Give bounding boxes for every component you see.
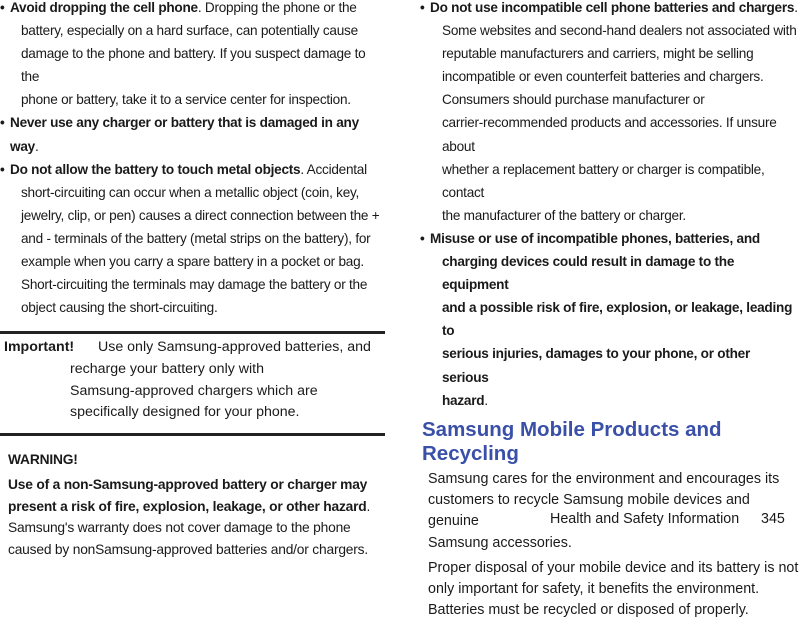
bullet-misuse	[420, 227, 799, 412]
important-line: specifically designed for your phone.	[70, 404, 300, 421]
bullet-line: damage to the phone and battery. If you suspect damage to the	[21, 46, 366, 85]
bullet-text: .	[484, 392, 488, 408]
bullet-title: Never use any charger or battery that is damaged in any way	[10, 115, 359, 154]
warning-text: .	[366, 498, 371, 514]
bullet-title: Misuse or use of incompatible phones, batteries, and	[430, 230, 760, 246]
warning-note	[0, 449, 385, 561]
bullet-text: .	[34, 138, 39, 154]
bullet-text: .	[794, 0, 798, 15]
paragraph-line: Samsung cares for the environment and encourages its	[428, 470, 780, 487]
bullet-title-line: serious injuries, damages to your phone, or other serious	[442, 346, 751, 385]
bullet-dot-icon: •	[420, 0, 425, 15]
bullet-title: Do not use incompatible cell phone batteries and chargers	[430, 0, 795, 15]
bullet-dot-icon: •	[0, 0, 5, 15]
bullet-line: carrier-recommended products and accessories. If unsure about	[442, 115, 777, 154]
bullet-dot-icon: •	[0, 161, 5, 177]
bullet-line: battery, especially on a hard surface, can potentially cause	[21, 23, 358, 39]
important-note	[0, 337, 385, 423]
bullet-line: incompatible or even counterfeit batteries and chargers.	[442, 69, 764, 85]
warning-bold-line: present a risk of fire, explosion, leakage, or other hazard	[8, 498, 367, 514]
bullet-never-use-damaged	[0, 111, 385, 157]
warning-line: caused by nonSamsung-approved batteries and/or chargers.	[8, 542, 369, 558]
section-heading	[420, 418, 799, 466]
paragraph-line: Batteries must be recycled or disposed of properly.	[428, 602, 749, 619]
important-label: Important!	[4, 339, 75, 356]
paragraph-line: customers to recycle Samsung mobile devices and genuine	[428, 491, 750, 530]
important-line: recharge your battery only with	[70, 360, 264, 377]
bullet-line: Consumers should purchase manufacturer or	[442, 92, 705, 108]
bullet-line: reputable manufacturers and carriers, might be selling	[442, 46, 754, 62]
bullet-line: short-circuiting can occur when a metallic object (coin, key,	[21, 184, 360, 200]
bullet-avoid-dropping	[0, 0, 385, 111]
page-number: 345	[761, 511, 785, 527]
heading-line: Recycling	[422, 441, 519, 465]
bullet-incompatible-batteries	[420, 0, 799, 227]
right-column	[420, 0, 799, 622]
paragraph-line: Proper disposal of your mobile device and its battery is not	[428, 559, 799, 576]
paragraph-line: Samsung accessories.	[428, 534, 572, 551]
left-column	[0, 0, 385, 561]
bullet-line: phone or battery, take it to a service center for inspection.	[21, 92, 351, 108]
bullet-line: and - terminals of the battery (metal strips on the battery), for	[21, 230, 371, 246]
bullet-line: Short-circuiting the terminals may damage the battery or the	[21, 277, 368, 293]
paragraph-disposal	[420, 558, 799, 622]
warning-bold-line: Use of a non-Samsung-approved battery or charger may	[8, 477, 368, 493]
footer-section-title: Health and Safety Information	[550, 511, 740, 527]
bullet-line: Some websites and second-hand dealers not associated with	[442, 23, 797, 39]
bullet-text: . Dropping the phone or the	[197, 0, 357, 15]
bullet-dot-icon: •	[420, 230, 425, 246]
bullet-line: whether a replacement battery or charger is compatible, contact	[442, 161, 765, 200]
bullet-title: Avoid dropping the cell phone	[10, 0, 198, 15]
divider	[0, 433, 385, 436]
bullet-text: . Accidental	[300, 161, 367, 177]
paragraph-line: only important for safety, it benefits the environment.	[428, 581, 760, 598]
bullet-line: object causing the short-circuiting.	[21, 300, 218, 316]
warning-label: WARNING!	[8, 451, 78, 467]
divider	[0, 331, 385, 334]
bullet-line: example when you carry a spare battery in a pocket or bag.	[21, 254, 364, 270]
bullet-title-line: and a possible risk of fire, explosion, or leakage, leading to	[442, 300, 793, 339]
bullet-title-line: charging devices could result in damage to the equipment	[442, 254, 735, 293]
bullet-dot-icon: •	[0, 115, 5, 131]
bullet-line: jewelry, clip, or pen) causes a direct connection between the +	[21, 207, 380, 223]
bullet-title: Do not allow the battery to touch metal objects	[10, 161, 301, 177]
heading-line: Samsung Mobile Products and	[422, 417, 722, 441]
bullet-line: the manufacturer of the battery or charger.	[442, 207, 686, 223]
bullet-metal-objects	[0, 158, 385, 320]
warning-line: Samsung's warranty does not cover damage to the phone	[8, 520, 351, 536]
important-line: Use only Samsung-approved batteries, and	[98, 339, 371, 356]
important-line: Samsung-approved chargers which are	[70, 382, 318, 399]
bullet-title-line: hazard	[442, 392, 485, 408]
